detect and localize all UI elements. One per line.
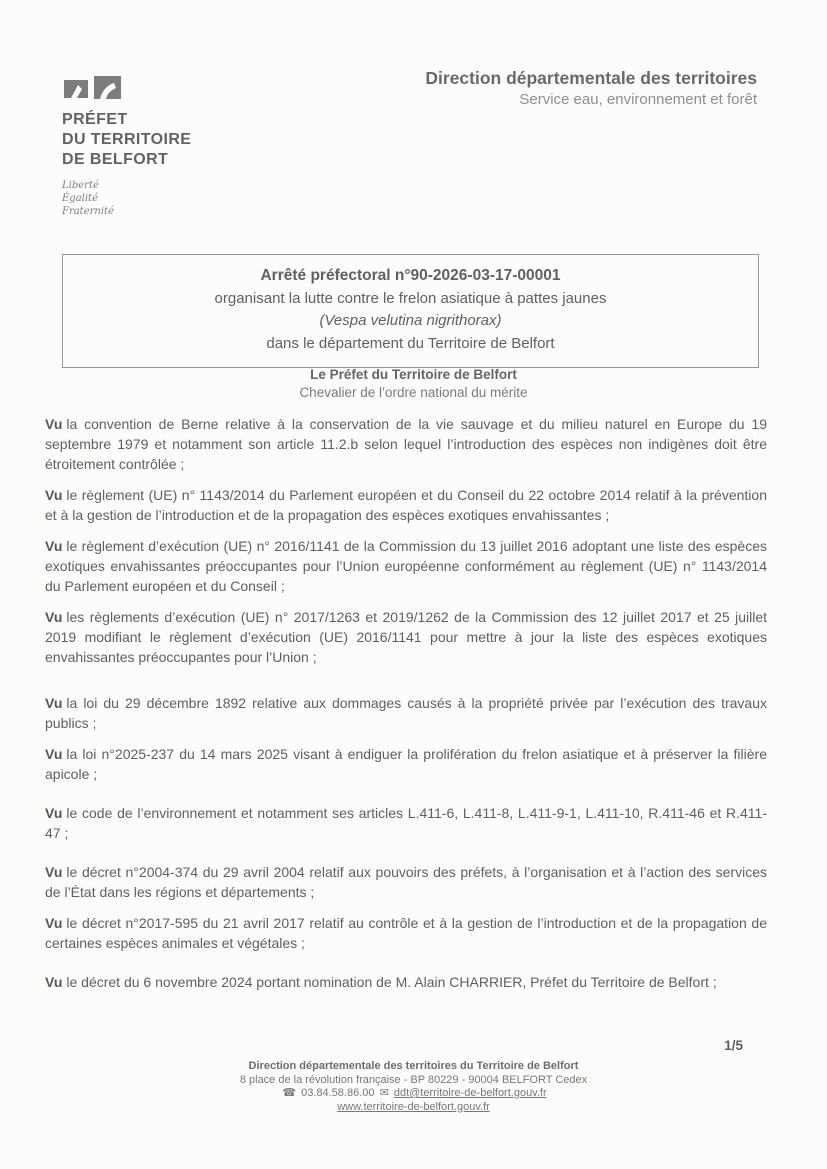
decree-department: dans le département du Territoire de Belfort	[266, 334, 555, 352]
service-name: Service eau, environnement et forêt	[519, 91, 757, 108]
vu-paragraph	[45, 607, 767, 667]
vu-text: la loi n°2025-237 du 14 mars 2025 visant à endiguer la prolifération du frelon asiatique et à préserver la filière apicole ;	[45, 746, 767, 782]
footer-email-link[interactable]: ddt@territoire-de-belfort.gouv.fr	[393, 1087, 547, 1099]
vu-paragraph	[45, 744, 767, 784]
vu-text: le code de l’environnement et notamment ses articles L.411-6, L.411-8, L.411-9-1, L.411-10, R.411-46 et R.411-47 ;	[45, 805, 767, 841]
vu-lead: Vu	[45, 538, 63, 554]
vu-lead: Vu	[45, 805, 63, 821]
vu-paragraph	[45, 536, 767, 596]
prefecture-name-line3: DE BELFORT	[62, 151, 169, 168]
department-header	[425, 66, 757, 110]
motto-fraternite: Fraternité	[62, 206, 114, 217]
vu-lead: Vu	[45, 695, 63, 711]
vu-paragraph	[45, 485, 767, 525]
footer-address: 8 place de la révolution française - BP 80229 - 90004 BELFORT Cedex	[239, 1073, 588, 1086]
vu-text: le décret du 6 novembre 2024 portant nomination de M. Alain CHARRIER, Préfet du Territoire de Belfort ;	[66, 974, 717, 990]
vu-text: les règlements d’exécution (UE) n° 2017/1263 et 2019/1262 de la Commission des 12 juillet 2017 et 25 juillet 2019 modifiant le règlement d’exécution (UE) 2016/1141 pour mettre à jour la liste des espèces exotiques envahissantes préoccupantes pour l’Union ;	[45, 609, 767, 665]
republic-motto	[62, 179, 191, 218]
marianne-flag-icon	[64, 76, 122, 102]
phone-icon: ☎	[282, 1087, 297, 1099]
vu-paragraph	[45, 913, 767, 953]
direction-name: Direction départementale des territoires	[425, 68, 757, 88]
vu-paragraph	[45, 693, 767, 733]
footer-website-link[interactable]: www.territoire-de-belfort.gouv.fr	[337, 1100, 490, 1113]
footer-organization: Direction départementale des territoires du Territoire de Belfort	[248, 1060, 579, 1072]
vu-lead: Vu	[45, 609, 63, 625]
vu-lead: Vu	[45, 974, 63, 990]
vu-text: le règlement (UE) n° 1143/2014 du Parlement européen et du Conseil du 22 octobre 2014 relatif à la prévention et à la gestion de l’introduction et de la propagation des espèces exotiques envahissantes ;	[45, 487, 767, 523]
vu-paragraph	[45, 803, 767, 843]
decree-number: Arrêté préfectoral n°90-2026-03-17-00001	[260, 267, 561, 284]
motto-liberte: Liberté	[62, 180, 99, 191]
page-footer	[0, 1060, 827, 1114]
prefecture-name-line2: DU TERRITOIRE	[62, 131, 192, 148]
prefect-title: Le Préfet du Territoire de Belfort	[310, 367, 517, 382]
vu-lead: Vu	[45, 416, 63, 432]
vu-lead: Vu	[45, 487, 63, 503]
prefecture-name-line1: PRÉFET	[62, 111, 128, 128]
page-number: 1/5	[724, 1038, 743, 1053]
decree-species-latin: (Vespa velutina nigrithorax)	[319, 312, 502, 329]
prefecture-logo-block	[62, 76, 191, 218]
vu-paragraph	[45, 862, 767, 902]
motto-egalite: Égalité	[62, 193, 98, 204]
vu-text: le décret n°2017-595 du 21 avril 2017 relatif au contrôle et à la gestion de l’introduction et de la propagation de certaines espèces animales et végétales ;	[45, 915, 767, 951]
footer-website-line	[0, 1101, 827, 1115]
vu-text: la loi du 29 décembre 1892 relative aux dommages causés à la propriété privée par l’exécution des travaux publics ;	[45, 695, 767, 731]
footer-contact-line	[0, 1087, 827, 1101]
body-paragraphs	[45, 414, 767, 1003]
vu-text: la convention de Berne relative à la conservation de la vie sauvage et du milieu naturel en Europe du 19 septembre 1979 et notamment son article 11.2.b selon lequel l’introduction des espèces non indigènes doit être étroitement contrôlée ;	[45, 416, 767, 472]
decree-title-box	[62, 254, 759, 368]
vu-text: le règlement d’exécution (UE) n° 2016/1141 de la Commission du 13 juillet 2016 adoptant une liste des espèces exotiques envahissantes préoccupantes pour l’Union européenne conformément au règlement (UE) n° 1143/2014 du Parlement européen et du Conseil ;	[45, 538, 767, 594]
vu-text: le décret n°2004-374 du 29 avril 2004 relatif aux pouvoirs des préfets, à l’organisation et à l’action des services de l’État dans les régions et départements ;	[45, 864, 767, 900]
vu-paragraph	[45, 414, 767, 474]
vu-lead: Vu	[45, 915, 63, 931]
decree-subject: organisant la lutte contre le frelon asiatique à pattes jaunes	[214, 289, 607, 307]
prefect-honor: Chevalier de l’ordre national du mérite	[299, 385, 528, 400]
vu-lead: Vu	[45, 746, 63, 762]
footer-phone: 03.84.58.86.00	[301, 1087, 375, 1099]
mail-icon: ✉	[379, 1087, 389, 1099]
signatory-block	[0, 366, 827, 402]
vu-paragraph	[45, 972, 767, 992]
vu-lead: Vu	[45, 864, 63, 880]
